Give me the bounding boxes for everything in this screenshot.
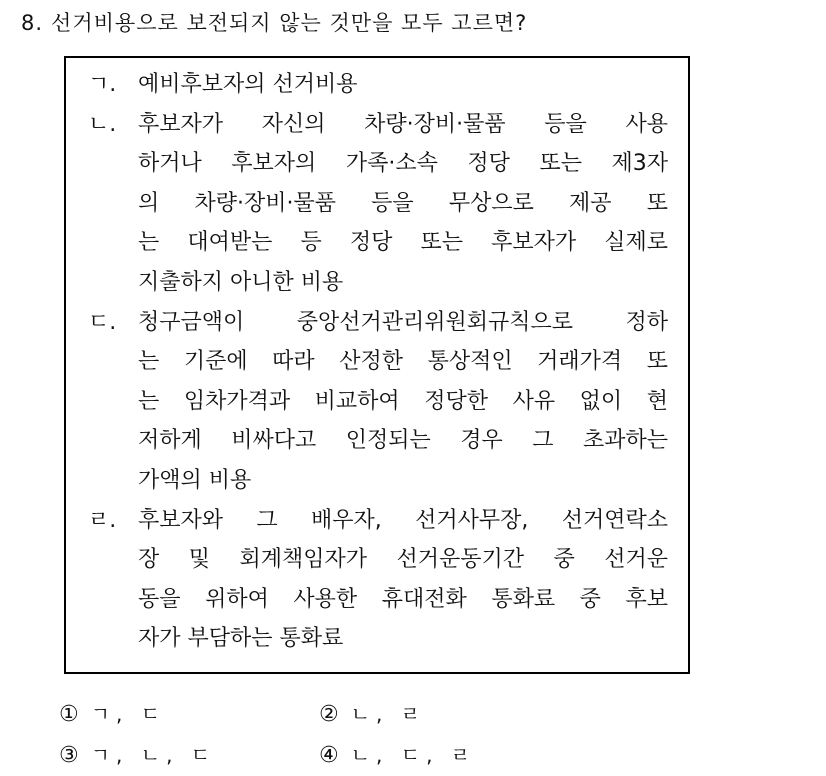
choice-3[interactable] bbox=[59, 735, 319, 776]
choice-number: ① bbox=[59, 702, 79, 727]
choice-number: ② bbox=[319, 702, 339, 727]
statement-line: 의 차량·장비·물품 등을 무상으로 제공 또 bbox=[138, 190, 668, 216]
choice-1[interactable] bbox=[59, 694, 319, 735]
statement-text bbox=[138, 501, 668, 659]
statement-list bbox=[88, 65, 668, 659]
statement-line: 는 기준에 따라 산정한 통상적인 거래가격 또 bbox=[138, 349, 668, 375]
choice-number: ③ bbox=[59, 743, 79, 768]
statement-line: 지출하지 아니한 비용 bbox=[138, 269, 344, 295]
statement-text bbox=[138, 65, 668, 105]
choice-row bbox=[59, 735, 579, 776]
statement-line: 후보자가 자신의 차량·장비·물품 등을 사용 bbox=[138, 111, 668, 137]
question-number: 8. bbox=[21, 11, 44, 35]
statement-line: 장 및 회계책임자가 선거운동기간 중 선거운 bbox=[138, 547, 668, 573]
choice-4[interactable] bbox=[319, 735, 579, 776]
statement-line: 예비후보자의 선거비용 bbox=[138, 72, 358, 97]
statement-line: 동을 위하여 사용한 휴대전화 통화료 중 후보 bbox=[138, 586, 668, 612]
statement-line: 가액의 비용 bbox=[138, 467, 252, 493]
statement-marker: ㄴ. bbox=[88, 111, 117, 137]
statement-line: 후보자와 그 배우자, 선거사무장, 선거연락소 bbox=[138, 507, 668, 533]
statement-line: 는 임차가격과 비교하여 정당한 사유 없이 현 bbox=[138, 388, 668, 414]
statement-marker: ㄷ. bbox=[88, 309, 117, 335]
statement-marker: ㄱ. bbox=[88, 72, 117, 97]
answer-choices bbox=[59, 694, 579, 776]
statement-rieul bbox=[88, 501, 668, 659]
choice-text: ㄱ, ㄴ, ㄷ bbox=[90, 743, 217, 767]
choice-text: ㄱ, ㄷ bbox=[90, 702, 167, 726]
choice-number: ④ bbox=[319, 743, 339, 768]
statement-giyeok bbox=[88, 65, 668, 105]
statement-line: 저하게 비싸다고 인정되는 경우 그 초과하는 bbox=[138, 428, 668, 454]
choice-row bbox=[59, 694, 579, 735]
choice-text: ㄴ, ㄷ, ㄹ bbox=[350, 743, 477, 767]
statements-box bbox=[64, 56, 690, 674]
statement-line: 자가 부담하는 통화료 bbox=[138, 626, 344, 652]
statement-digeut bbox=[88, 303, 668, 501]
question-text: 선거비용으로 보전되지 않는 것만을 모두 고르면? bbox=[51, 11, 528, 35]
choice-text: ㄴ, ㄹ bbox=[350, 702, 427, 726]
statement-line: 청구금액이 중앙선거관리위원회규칙으로 정하 bbox=[138, 309, 668, 335]
statement-line: 는 대여받는 등 정당 또는 후보자가 실제로 bbox=[138, 230, 668, 256]
question-heading bbox=[21, 8, 527, 38]
choice-2[interactable] bbox=[319, 694, 579, 735]
statement-text bbox=[138, 303, 668, 501]
statement-line: 하거나 후보자의 가족·소속 정당 또는 제3자 bbox=[138, 151, 668, 177]
statement-text bbox=[138, 105, 668, 303]
statement-marker: ㄹ. bbox=[88, 507, 117, 533]
statement-nieun bbox=[88, 105, 668, 303]
